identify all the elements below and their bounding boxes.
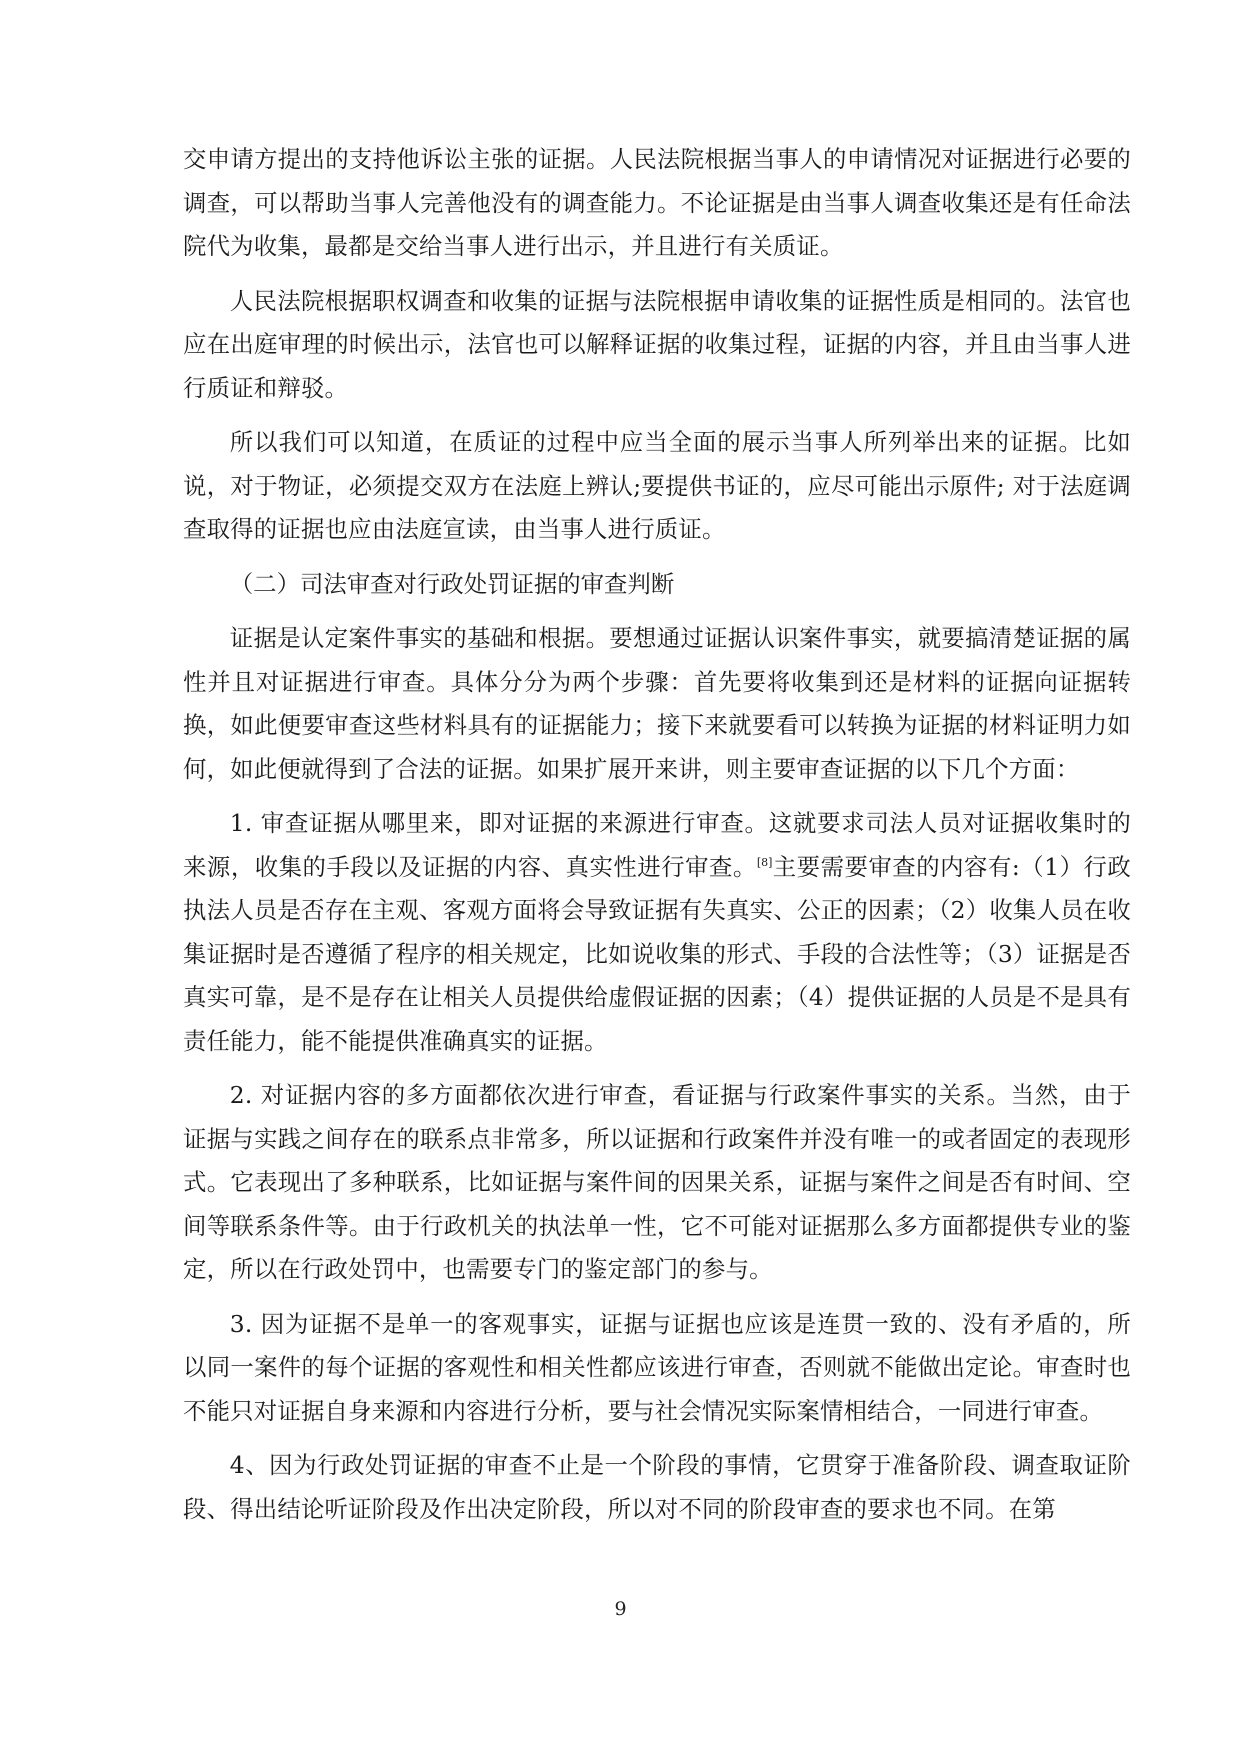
page-number: 9 bbox=[614, 1598, 627, 1620]
citation-reference: [8] bbox=[756, 855, 773, 869]
list-item-4: 4、因为行政处罚证据的审查不止是一个阶段的事情，它贯穿于准备阶段、调查取证阶段、得出结论听证阶段及作出决定阶段，所以对不同的阶段审查的要求也不同。在第 bbox=[183, 1451, 1131, 1523]
list-item-3: 3. 因为证据不是单一的客观事实，证据与证据也应该是连贯一致的、没有矛盾的，所以同一案件的每个证据的客观性和相关性都应该进行审查，否则就不能做出定论。审查时也不能只对证据自身来源和内容进行分析，要与社会情况实际案情相结合，一同进行审查。 bbox=[183, 1309, 1131, 1425]
paragraph-court-investigation: 人民法院根据职权调查和收集的证据与法院根据申请收集的证据性质是相同的。法官也应在出庭审理的时候出示，法官也可以解释证据的收集过程，证据的内容，并且由当事人进行质证和辩驳。 bbox=[183, 286, 1131, 402]
paragraph-evidence-basis: 证据是认定案件事实的基础和根据。要想通过证据认识案件事实，就要搞清楚证据的属性并且对证据进行审查。具体分分为两个步骤：首先要将收集到还是材料的证据向证据转换，如此便要审查这些材料具有的证据能力；接下来就要看可以转换为证据的材料证明力如何，如此便就得到了合法的证据。如果扩展开来讲，则主要审查证据的以下几个方面： bbox=[183, 624, 1131, 783]
document-body bbox=[183, 138, 1131, 1542]
list-item-2: 2. 对证据内容的多方面都依次进行审查，看证据与行政案件事实的关系。当然，由于证据与实践之间存在的联系点非常多，所以证据和行政案件并没有唯一的或者固定的表现形式。它表现出了多种联系，比如证据与案件间的因果关系，证据与案件之间是否有时间、空间等联系条件等。由于行政机关的执法单一性，它不可能对证据那么多方面都提供专业的鉴定，所以在行政处罚中，也需要专门的鉴定部门的参与。 bbox=[183, 1081, 1131, 1283]
section-heading: （二）司法审查对行政处罚证据的审查判断 bbox=[229, 569, 675, 598]
paragraph-cross-examination: 所以我们可以知道，在质证的过程中应当全面的展示当事人所列举出来的证据。比如说，对于物证，必须提交双方在法庭上辨认;要提供书证的，应尽可能出示原件; 对于法庭调查取得的证据也应由法庭宣读，由当事人进行质证。 bbox=[183, 428, 1131, 543]
list-item-1-text-b: 主要需要审查的内容有:（1）行政执法人员是否存在主观、客观方面将会导致证据有失真实、公正的因素；（2）收集人员在收集证据时是否遵循了程序的相关规定，比如说收集的形式、手段的合法性等；（3）证据是否真实可靠，是不是存在让相关人员提供给虚假证据的因素；（4）提供证据的人员是不是具有责任能力，能不能提供准确真实的证据。 bbox=[183, 852, 1131, 1055]
list-item-1-text-a: 1. 审查证据从哪里来，即对证据的来源进行审查。这就要求司法人员对证据收集时的来源，收集的手段以及证据的内容、真实性进行审查。 bbox=[183, 809, 1131, 881]
paragraph-continued: 交申请方提出的支持他诉讼主张的证据。人民法院根据当事人的申请情况对证据进行必要的调查，可以帮助当事人完善他没有的调查能力。不论证据是由当事人调查收集还是有任命法院代为收集，最都是交给当事人进行出示，并且进行有关质证。 bbox=[183, 145, 1131, 260]
list-item-1 bbox=[183, 802, 1131, 1063]
